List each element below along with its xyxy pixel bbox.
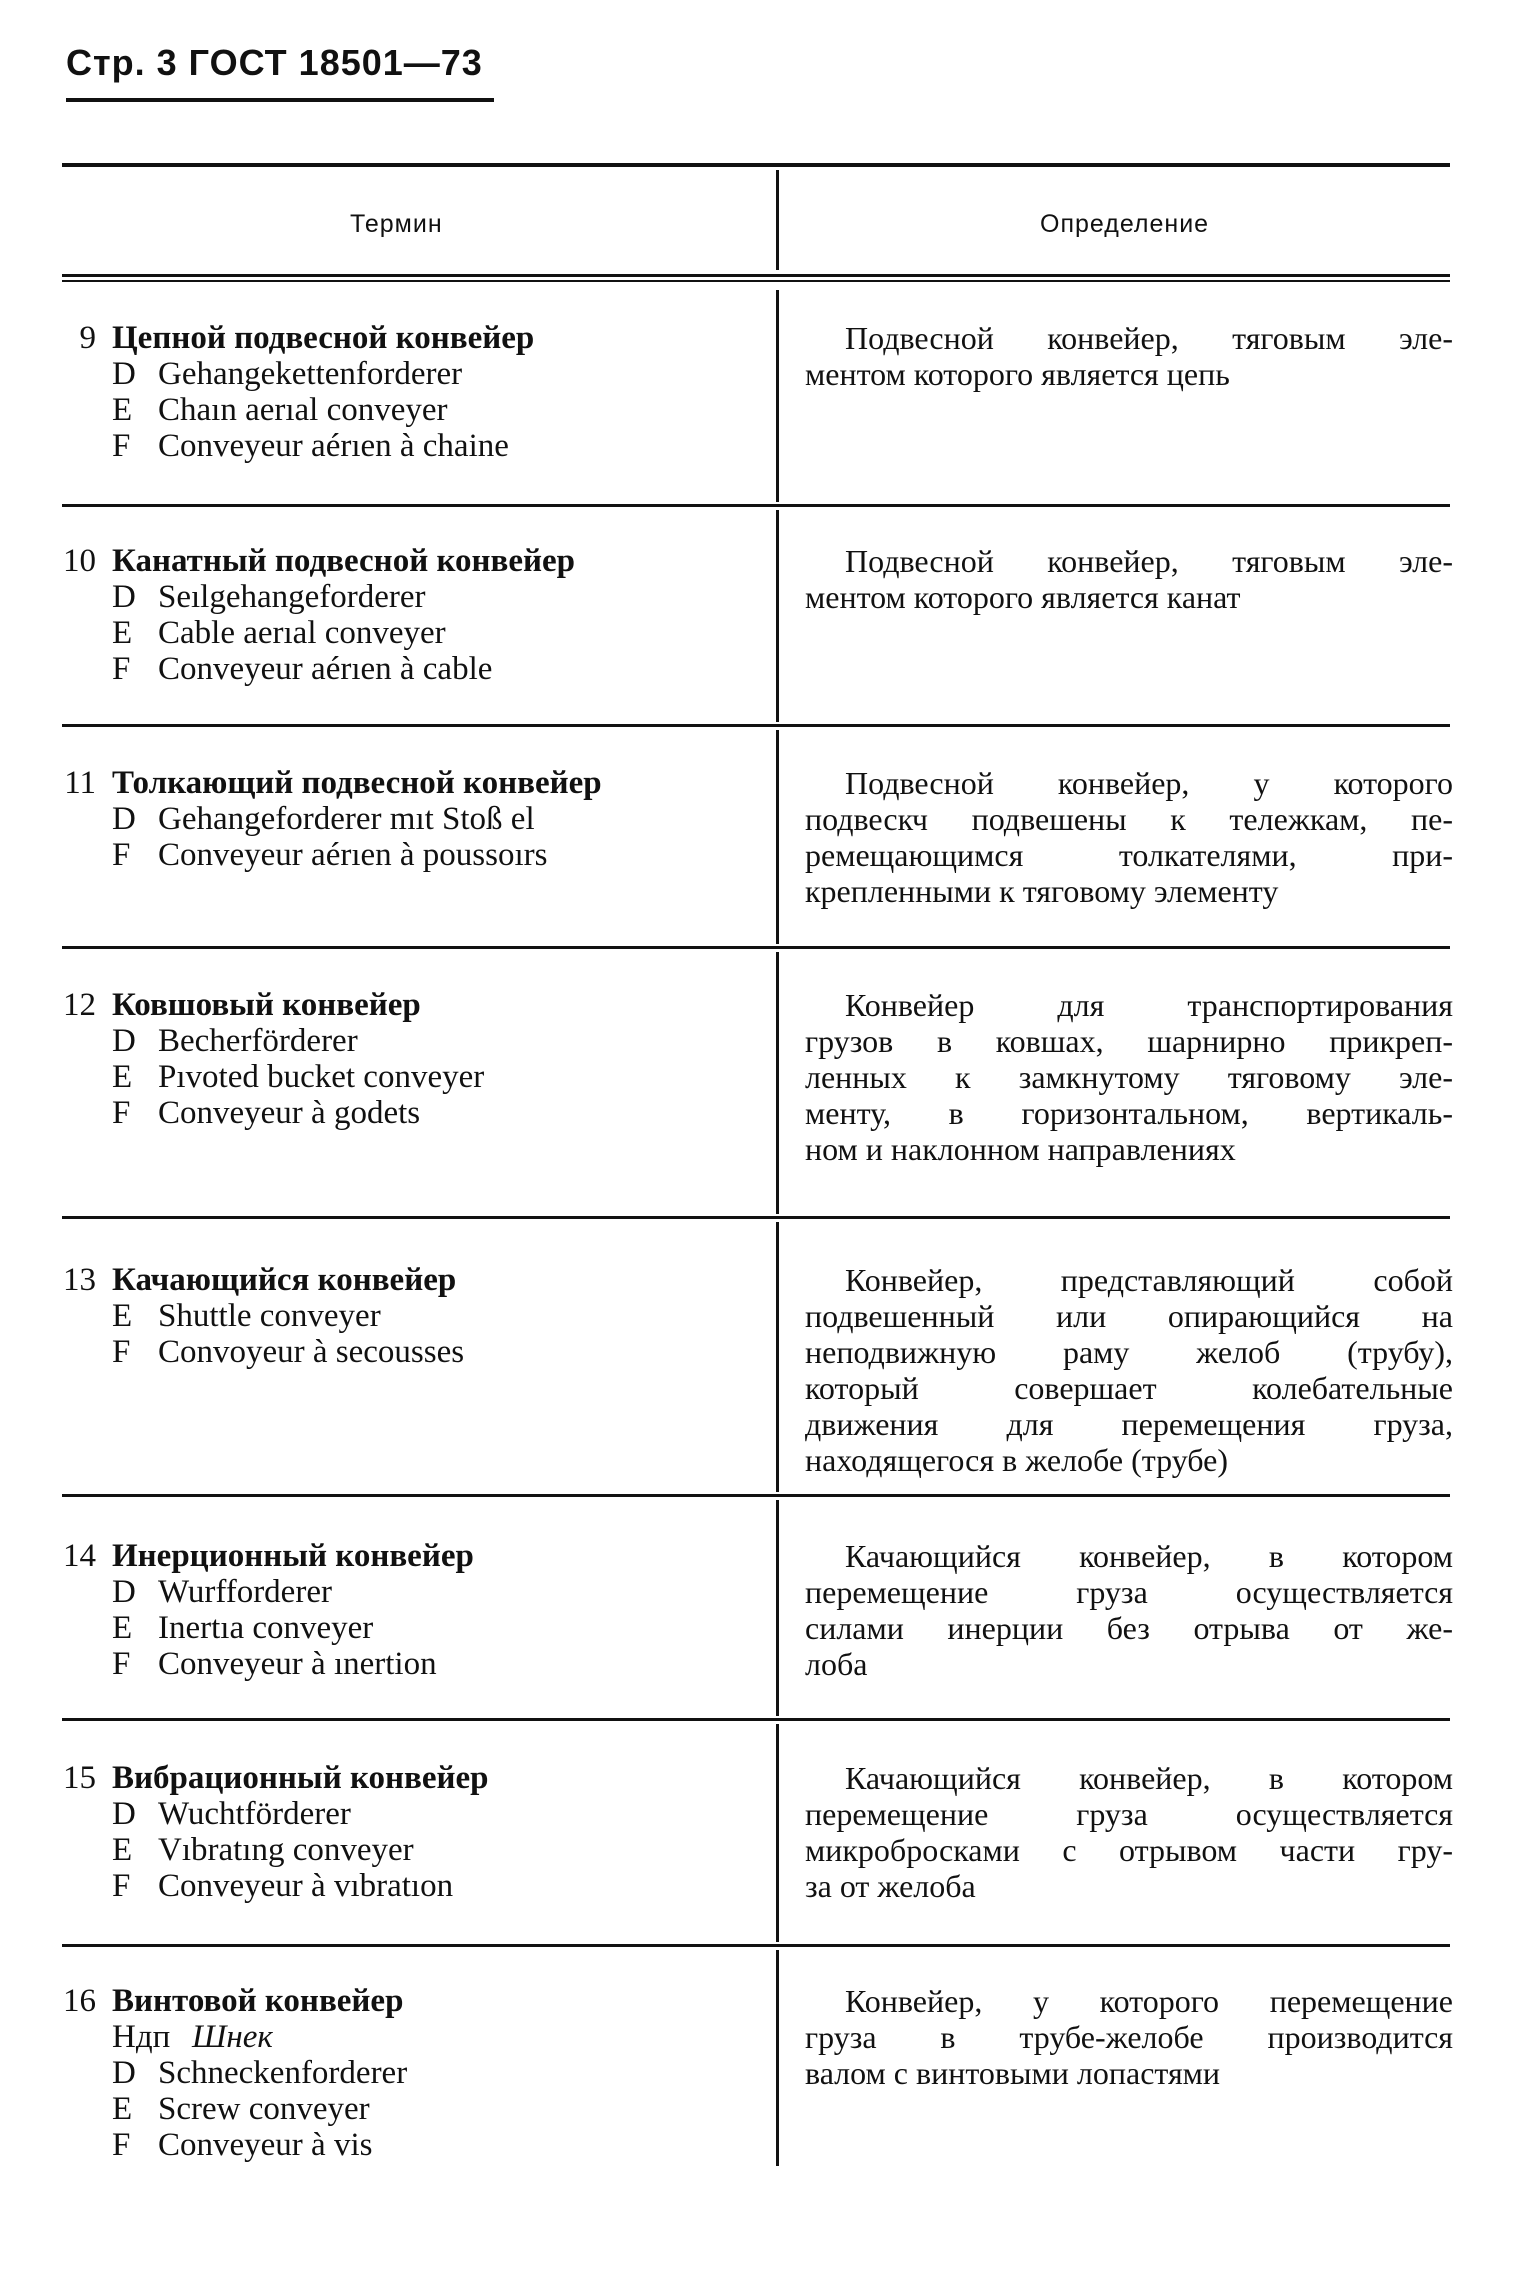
column-divider <box>776 1222 779 1492</box>
term-translation: E Pıvoted bucket conveyer <box>112 1059 485 1095</box>
term-title: Канатный подвесной конвейер <box>112 543 576 579</box>
term-title: Ковшовый конвейер <box>112 987 421 1023</box>
column-header-definition: Определение <box>1040 210 1210 238</box>
definition-row-14: Качающийся конвейер, в котором перемещение груза осуществляется силами инерции без отрыва от же- лоба <box>805 1538 1453 1682</box>
term-translation: D Gehangeforderer mıt Stoß el <box>112 801 535 837</box>
column-divider <box>776 290 779 502</box>
term-title: Цепной подвесной конвейер <box>112 320 535 356</box>
term-translation: D Wurfforderer <box>112 1574 332 1610</box>
term-translation: E Cable aerıal conveyer <box>112 615 446 651</box>
term-translation: D Schneckenforderer <box>112 2055 408 2091</box>
column-divider <box>776 170 779 270</box>
row-separator <box>62 1494 1450 1497</box>
row-separator <box>62 946 1450 949</box>
term-translation: E Inertıa conveyer <box>112 1610 374 1646</box>
column-divider <box>776 510 779 722</box>
term-translation: D Wuchtförderer <box>112 1796 351 1832</box>
term-translation: F Conveyeur à godets <box>112 1095 421 1131</box>
term-number: 16 <box>63 1983 96 2019</box>
term-number: 14 <box>63 1538 96 1574</box>
column-header-term: Термин <box>350 210 443 238</box>
definition-row-16: Конвейер, у которого перемещение груза в трубе-желобе производится валом с винтовыми лопастями <box>805 1983 1453 2091</box>
term-translation: F Convoyeur à secousses <box>112 1334 465 1370</box>
term-translation: E Vıbratıng conveyer <box>112 1832 414 1868</box>
term-title: Толкающий подвесной конвейер <box>112 765 602 801</box>
column-divider <box>776 952 779 1214</box>
term-translation: D Gehangekettenforderer <box>112 356 463 392</box>
term-translation: D Becherförderer <box>112 1023 358 1059</box>
term-translation: F Conveyeur aérıen à chaine <box>112 428 509 464</box>
table-top-rule <box>62 163 1450 167</box>
term-title: Качающийся конвейер <box>112 1262 457 1298</box>
term-number: 12 <box>63 987 96 1023</box>
definition-row-10: Подвесной конвейер, тяговым эле- ментом которого является канат <box>805 543 1453 615</box>
row-separator <box>62 504 1450 507</box>
row-separator <box>62 724 1450 727</box>
column-divider <box>776 1950 779 2166</box>
term-number: 15 <box>63 1760 96 1796</box>
definition-row-11: Подвесной конвейер, у которого подвескч подвешены к тележкам, пе- ремещающимся толкателями, при- крепленными к тяговому элементу <box>805 765 1453 909</box>
term-title: Вибрационный конвейер <box>112 1760 489 1796</box>
term-number: 9 <box>79 320 96 356</box>
term-number: 11 <box>64 765 96 801</box>
row-separator <box>62 1718 1450 1721</box>
row-separator <box>62 1216 1450 1219</box>
definition-row-13: Конвейер, представляющий собой подвешенный или опирающийся на неподвижную раму желоб (трубу), который совершает колебательные движения для перемещения груза, находящегося в желобе (трубе) <box>805 1262 1453 1478</box>
term-translation: D Seılgehangeforderer <box>112 579 426 615</box>
term-title: Инерционный конвейер <box>112 1538 474 1574</box>
table-header-rule-2 <box>62 280 1450 282</box>
column-divider <box>776 1724 779 1942</box>
row-separator <box>62 1944 1450 1947</box>
term-note: Ндп Шнек <box>112 2019 273 2055</box>
column-divider <box>776 1500 779 1716</box>
term-translation: F Conveyeur aérıen à cable <box>112 651 493 687</box>
term-translation: E Chaın aerıal conveyer <box>112 392 448 428</box>
term-number: 13 <box>63 1262 96 1298</box>
term-translation: E Shuttle conveyer <box>112 1298 381 1334</box>
term-title: Винтовой конвейер <box>112 1983 404 2019</box>
definition-row-12: Конвейер для транспортирования грузов в ковшах, шарнирно прикреп- ленных к замкнутому тяговому эле- менту, в горизонтальном, вертикаль- ном и наклонном направлениях <box>805 987 1453 1167</box>
term-translation: F Conveyeur à ınertion <box>112 1646 437 1682</box>
term-number: 10 <box>63 543 96 579</box>
column-divider <box>776 730 779 944</box>
term-translation: F Conveyeur à vis <box>112 2127 373 2163</box>
term-translation: F Conveyeur aérıen à poussoırs <box>112 837 548 873</box>
page-header: Стр. 3 ГОСТ 18501—73 <box>66 42 483 83</box>
term-translation: E Screw conveyer <box>112 2091 370 2127</box>
definition-row-9: Подвесной конвейер, тяговым эле- ментом которого является цепь <box>805 320 1453 392</box>
term-translation: F Conveyeur à vıbratıon <box>112 1868 454 1904</box>
table-header-rule <box>62 274 1450 277</box>
definition-row-15: Качающийся конвейер, в котором перемещение груза осуществляется микробросками с отрывом части гру- за от желоба <box>805 1760 1453 1904</box>
header-underline <box>66 98 494 102</box>
